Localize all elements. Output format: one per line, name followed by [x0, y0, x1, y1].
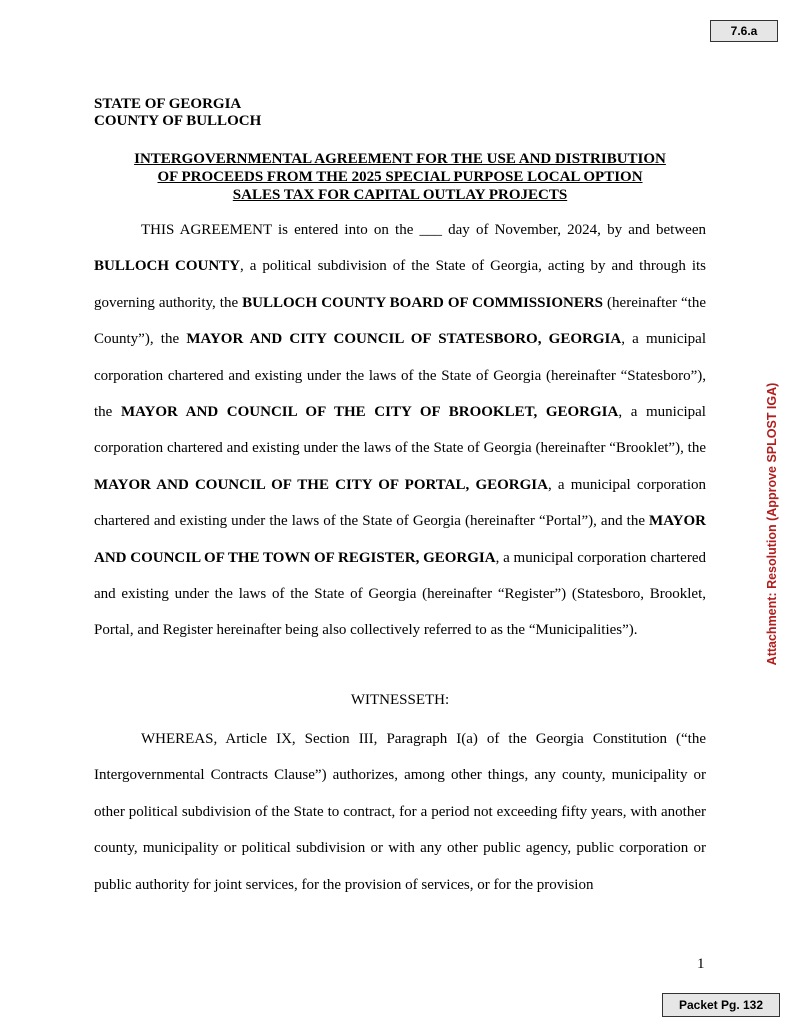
party-brooklet: MAYOR AND COUNCIL OF THE CITY OF BROOKLET, GEORGIA	[120, 404, 619, 421]
party-bulloch-county: BULLOCH COUNTY	[94, 258, 241, 275]
p1-text-5: , a municipal corporation chartered and existing under the laws of the State of Georgia (hereinafter “Brooklet”), the	[94, 404, 706, 457]
p1-text-1: THIS AGREEMENT is entered into on the ___ day of November, 2024, by and between	[141, 222, 706, 238]
whereas-paragraph	[94, 721, 706, 903]
page-number: 1	[697, 956, 705, 972]
p1-text-3: (hereinafter “the County”), the	[94, 294, 706, 348]
agreement-title	[94, 150, 706, 204]
whereas-text: WHEREAS, Article IX, Section III, Paragraph I(a) of the Georgia Constitution (“the Intergovernmental Contracts Clause”) authorizes, among other things, any county, municipality or other political subdivision of the State to contract, for a period not exceeding fifty years, with another county, municipality or political subdivision or with any other public agency, public corporation or public authority for joint services, for the provision of services, or for the provision	[94, 731, 706, 893]
party-statesboro: MAYOR AND CITY COUNCIL OF STATESBORO, GEORGIA	[186, 331, 622, 348]
p1-text-7: , a municipal corporation chartered and existing under the laws of the State of Georgia (hereinafter “Register”) (Statesboro, Brooklet, Portal, and Register hereinafter being also collectively referred to as the “Municipalities”).	[94, 549, 706, 639]
party-board-of-commissioners: BULLOCH COUNTY BOARD OF COMMISSIONERS	[242, 294, 604, 311]
attachment-side-label: Attachment: Resolution (Approve SPLOST IGA)	[765, 382, 779, 666]
p1-text-4: , a municipal corporation chartered and existing under the laws of the State of Georgia (hereinafter “Statesboro”), the	[94, 331, 706, 421]
packet-page-label: Packet Pg. 132	[662, 993, 780, 1017]
document-header	[94, 96, 261, 130]
witnesseth-heading: WITNESSETH:	[350, 692, 450, 708]
party-register: MAYOR AND COUNCIL OF THE TOWN OF REGISTER, GEORGIA	[94, 513, 706, 566]
party-portal: MAYOR AND COUNCIL OF THE CITY OF PORTAL, GEORGIA	[94, 476, 548, 493]
title-line-3: SALES TAX FOR CAPITAL OUTLAY PROJECTS	[232, 187, 568, 203]
agreement-paragraph	[94, 212, 706, 649]
state-line: STATE OF GEORGIA	[94, 96, 242, 112]
p1-text-2: , a political subdivision of the State of Georgia, acting by and through its governing authority, the	[94, 258, 706, 311]
attachment-tag: 7.6.a	[710, 20, 778, 42]
county-line: COUNTY OF BULLOCH	[94, 113, 262, 129]
title-line-1: INTERGOVERNMENTAL AGREEMENT FOR THE USE AND DISTRIBUTION	[134, 151, 666, 167]
title-line-2: OF PROCEEDS FROM THE 2025 SPECIAL PURPOSE LOCAL OPTION	[157, 169, 643, 185]
p1-text-6: , a municipal corporation chartered and existing under the laws of the State of Georgia (hereinafter “Portal”), and the	[94, 476, 706, 530]
